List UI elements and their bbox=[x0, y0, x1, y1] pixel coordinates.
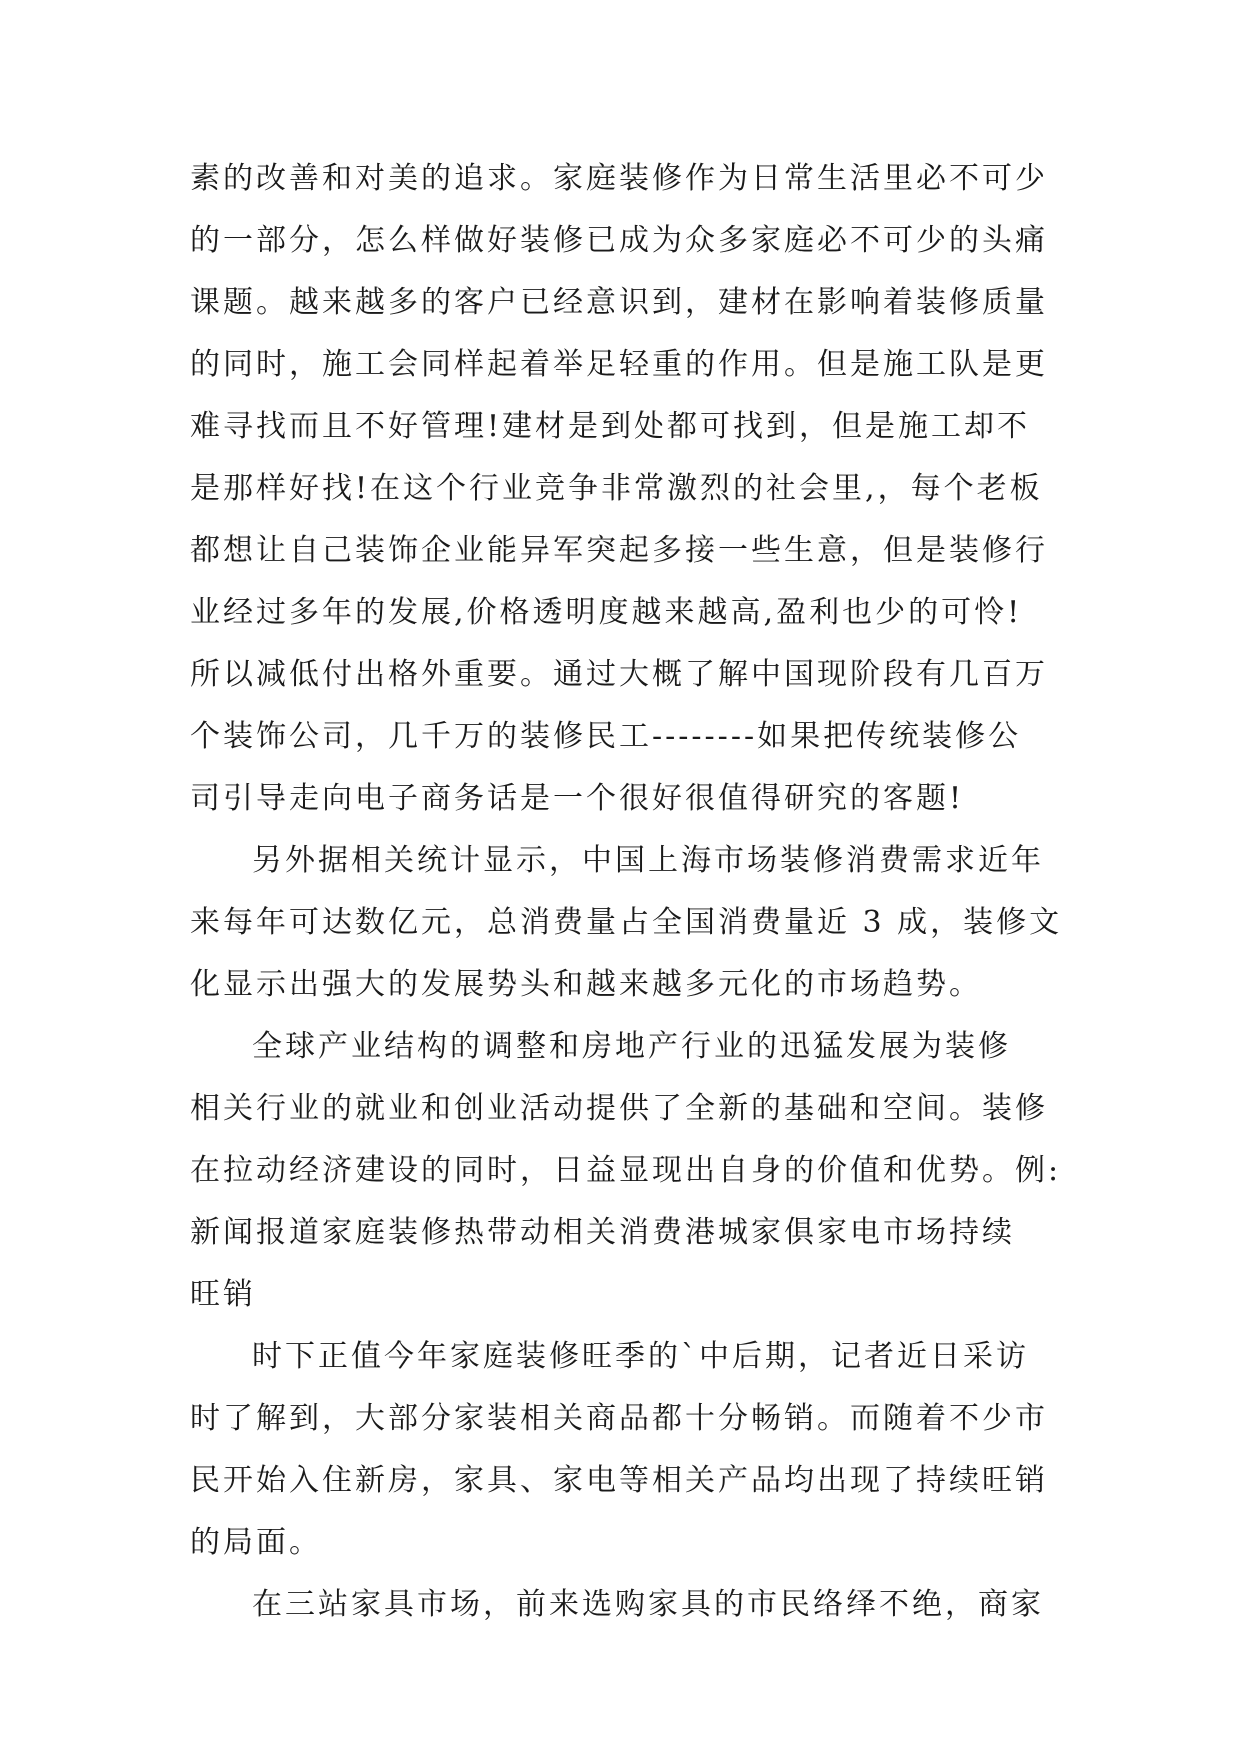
text-line: 在拉动经济建设的同时，日益显现出自身的价值和优势。例: bbox=[190, 1153, 1062, 1188]
text-line: 另外据相关统计显示，中国上海市场装修消费需求近年 bbox=[252, 843, 1044, 878]
text-line: 个装饰公司，几千万的装修民工--------如果把传统装修公 bbox=[190, 719, 1022, 754]
text-line: 的局面。 bbox=[190, 1525, 322, 1560]
text-line: 的一部分，怎么样做好装修已成为众多家庭必不可少的头痛 bbox=[190, 223, 1048, 258]
text-line: 民开始入住新房，家具、家电等相关产品均出现了持续旺销 bbox=[190, 1463, 1048, 1498]
text-line: 所以减低付出格外重要。通过大概了解中国现阶段有几百万 bbox=[190, 657, 1048, 692]
text-line: 全球产业结构的调整和房地产行业的迅猛发展为装修 bbox=[252, 1029, 1011, 1064]
text-line: 在三站家具市场，前来选购家具的市民络绎不绝，商家 bbox=[252, 1587, 1044, 1622]
document-body bbox=[190, 148, 1063, 1636]
text-line: 课题。越来越多的客户已经意识到，建材在影响着装修质量 bbox=[190, 285, 1048, 320]
text-line: 来每年可达数亿元，总消费量占全国消费量近 3 成，装修文 bbox=[190, 905, 1063, 940]
text-line: 的同时，施工会同样起着举足轻重的作用。但是施工队是更 bbox=[190, 347, 1048, 382]
text-line: 时了解到，大部分家装相关商品都十分畅销。而随着不少市 bbox=[190, 1401, 1048, 1436]
text-line: 难寻找而且不好管理!建材是到处都可找到，但是施工却不 bbox=[190, 409, 1031, 444]
text-line: 业经过多年的发展,价格透明度越来越高,盈利也少的可怜! bbox=[190, 595, 1023, 630]
text-line: 素的改善和对美的追求。家庭装修作为日常生活里必不可少 bbox=[190, 161, 1048, 196]
text-line: 旺销 bbox=[190, 1277, 256, 1312]
text-line: 司引导走向电子商务话是一个很好很值得研究的客题! bbox=[190, 781, 965, 816]
text-line: 相关行业的就业和创业活动提供了全新的基础和空间。装修 bbox=[190, 1091, 1048, 1126]
text-line: 时下正值今年家庭装修旺季的`中后期，记者近日采访 bbox=[252, 1339, 1029, 1374]
text-line: 新闻报道家庭装修热带动相关消费港城家俱家电市场持续 bbox=[190, 1215, 1015, 1250]
text-line: 都想让自己装饰企业能异军突起多接一些生意，但是装修行 bbox=[190, 533, 1048, 568]
text-line: 是那样好找!在这个行业竞争非常激烈的社会里,，每个老板 bbox=[190, 471, 1043, 506]
text-line: 化显示出强大的发展势头和越来越多元化的市场趋势。 bbox=[190, 967, 982, 1002]
